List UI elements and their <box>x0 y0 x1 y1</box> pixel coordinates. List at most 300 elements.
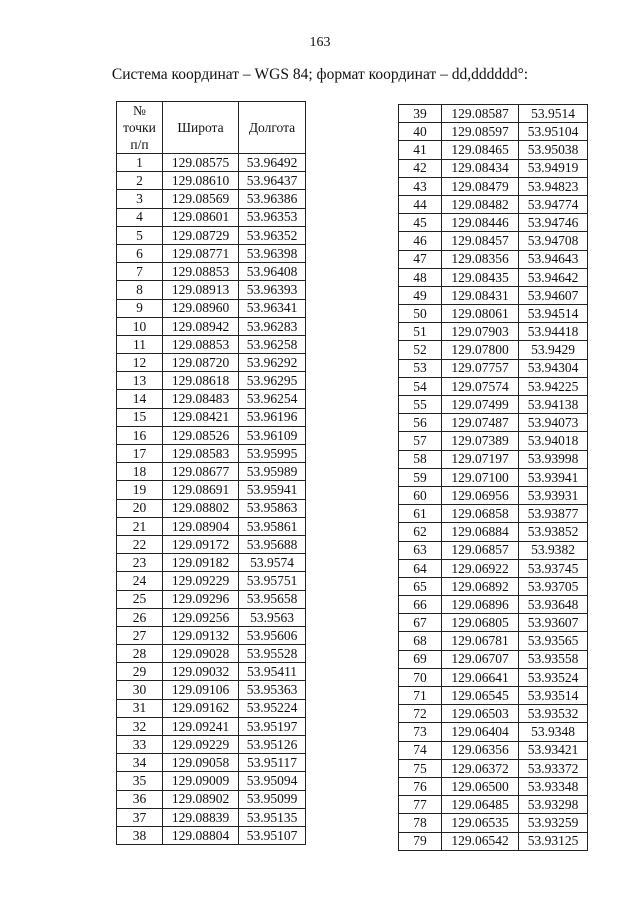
longitude-cell: 53.95941 <box>239 481 306 499</box>
table-row <box>117 645 306 663</box>
table-row <box>399 796 588 814</box>
table-row <box>399 341 588 359</box>
table-row <box>117 535 306 553</box>
table-row <box>117 608 306 626</box>
longitude-cell: 53.96492 <box>239 154 306 172</box>
point-number-cell: 77 <box>399 796 442 814</box>
latitude-cell: 129.08587 <box>442 105 519 123</box>
latitude-cell: 129.09182 <box>163 554 239 572</box>
longitude-cell: 53.96292 <box>239 354 306 372</box>
latitude-cell: 129.08610 <box>163 172 239 190</box>
latitude-cell: 129.07574 <box>442 377 519 395</box>
point-number-cell: 20 <box>117 499 163 517</box>
latitude-cell: 129.07800 <box>442 341 519 359</box>
table-row <box>399 523 588 541</box>
point-number-cell: 3 <box>117 190 163 208</box>
latitude-cell: 129.09172 <box>163 535 239 553</box>
longitude-cell: 53.94514 <box>519 305 588 323</box>
longitude-cell: 53.93125 <box>519 832 588 850</box>
table-row <box>399 450 588 468</box>
point-number-cell: 29 <box>117 663 163 681</box>
longitude-cell: 53.93998 <box>519 450 588 468</box>
longitude-cell: 53.96196 <box>239 408 306 426</box>
point-number-cell: 55 <box>399 396 442 414</box>
latitude-cell: 129.08902 <box>163 790 239 808</box>
latitude-cell: 129.09162 <box>163 699 239 717</box>
point-number-cell: 23 <box>117 554 163 572</box>
longitude-cell: 53.96295 <box>239 372 306 390</box>
longitude-cell: 53.9429 <box>519 341 588 359</box>
point-number-cell: 31 <box>117 699 163 717</box>
point-number-cell: 14 <box>117 390 163 408</box>
table-row <box>117 554 306 572</box>
table-row <box>399 577 588 595</box>
point-number-cell: 64 <box>399 559 442 577</box>
table-row <box>117 754 306 772</box>
longitude-cell: 53.96109 <box>239 426 306 444</box>
latitude-cell: 129.06805 <box>442 614 519 632</box>
point-number-cell: 49 <box>399 286 442 304</box>
longitude-cell: 53.94746 <box>519 214 588 232</box>
longitude-cell: 53.94708 <box>519 232 588 250</box>
latitude-cell: 129.07903 <box>442 323 519 341</box>
point-number-cell: 76 <box>399 777 442 795</box>
longitude-cell: 53.96408 <box>239 263 306 281</box>
latitude-cell: 129.06858 <box>442 505 519 523</box>
coordinate-system-caption: Система координат – WGS 84; формат координат – dd,dddddd°: <box>111 66 529 83</box>
point-number-cell: 78 <box>399 814 442 832</box>
longitude-cell: 53.93524 <box>519 668 588 686</box>
latitude-cell: 129.09009 <box>163 772 239 790</box>
point-number-cell: 54 <box>399 377 442 395</box>
point-number-cell: 60 <box>399 486 442 504</box>
longitude-cell: 53.93558 <box>519 650 588 668</box>
latitude-cell: 129.08720 <box>163 354 239 372</box>
longitude-cell: 53.95751 <box>239 572 306 590</box>
latitude-cell: 129.09256 <box>163 608 239 626</box>
point-number-cell: 2 <box>117 172 163 190</box>
longitude-cell: 53.94018 <box>519 432 588 450</box>
latitude-cell: 129.08435 <box>442 268 519 286</box>
latitude-cell: 129.06535 <box>442 814 519 832</box>
longitude-cell: 53.93372 <box>519 759 588 777</box>
point-number-cell: 48 <box>399 268 442 286</box>
point-number-cell: 62 <box>399 523 442 541</box>
point-number-cell: 19 <box>117 481 163 499</box>
latitude-cell: 129.08601 <box>163 208 239 226</box>
table-row <box>399 232 588 250</box>
latitude-cell: 129.08479 <box>442 177 519 195</box>
latitude-cell: 129.07487 <box>442 414 519 432</box>
point-number-cell: 32 <box>117 717 163 735</box>
longitude-cell: 53.93877 <box>519 505 588 523</box>
latitude-cell: 129.08483 <box>163 390 239 408</box>
table-row <box>399 614 588 632</box>
table-row <box>117 226 306 244</box>
table-row <box>399 377 588 395</box>
table-row <box>117 244 306 262</box>
longitude-cell: 53.94304 <box>519 359 588 377</box>
point-number-cell: 21 <box>117 517 163 535</box>
longitude-cell: 53.94919 <box>519 159 588 177</box>
table-row <box>117 281 306 299</box>
point-number-cell: 27 <box>117 626 163 644</box>
point-number-cell: 17 <box>117 445 163 463</box>
latitude-cell: 129.06707 <box>442 650 519 668</box>
latitude-cell: 129.09296 <box>163 590 239 608</box>
table-row <box>117 445 306 463</box>
point-number-cell: 33 <box>117 736 163 754</box>
point-number-cell: 71 <box>399 687 442 705</box>
point-number-cell: 13 <box>117 372 163 390</box>
point-number-cell: 57 <box>399 432 442 450</box>
table-row <box>117 499 306 517</box>
table-row <box>117 426 306 444</box>
point-number-cell: 30 <box>117 681 163 699</box>
longitude-cell: 53.93298 <box>519 796 588 814</box>
latitude-cell: 129.08575 <box>163 154 239 172</box>
point-number-cell: 59 <box>399 468 442 486</box>
latitude-cell: 129.08839 <box>163 808 239 826</box>
point-number-cell: 40 <box>399 123 442 141</box>
table-row <box>117 172 306 190</box>
latitude-cell: 129.06404 <box>442 723 519 741</box>
table-row <box>117 717 306 735</box>
latitude-cell: 129.08904 <box>163 517 239 535</box>
point-number-cell: 1 <box>117 154 163 172</box>
table-row <box>117 790 306 808</box>
longitude-cell: 53.95099 <box>239 790 306 808</box>
point-number-cell: 37 <box>117 808 163 826</box>
point-number-cell: 7 <box>117 263 163 281</box>
latitude-cell: 129.08853 <box>163 263 239 281</box>
header-latitude: Широта <box>163 102 239 154</box>
table-row <box>399 214 588 232</box>
point-number-cell: 67 <box>399 614 442 632</box>
table-row <box>399 705 588 723</box>
table-row <box>117 408 306 426</box>
table-row <box>399 159 588 177</box>
table-row <box>117 699 306 717</box>
table-row <box>399 759 588 777</box>
longitude-cell: 53.95863 <box>239 499 306 517</box>
longitude-cell: 53.94225 <box>519 377 588 395</box>
point-number-cell: 22 <box>117 535 163 553</box>
latitude-cell: 129.08446 <box>442 214 519 232</box>
latitude-cell: 129.08457 <box>442 232 519 250</box>
page-number: 163 <box>309 35 331 50</box>
table-row <box>117 517 306 535</box>
longitude-cell: 53.95411 <box>239 663 306 681</box>
point-number-cell: 75 <box>399 759 442 777</box>
longitude-cell: 53.94418 <box>519 323 588 341</box>
longitude-cell: 53.96283 <box>239 317 306 335</box>
latitude-cell: 129.06922 <box>442 559 519 577</box>
longitude-cell: 53.95989 <box>239 463 306 481</box>
table-row <box>117 481 306 499</box>
latitude-cell: 129.06781 <box>442 632 519 650</box>
latitude-cell: 129.09241 <box>163 717 239 735</box>
table-row <box>399 359 588 377</box>
longitude-cell: 53.95197 <box>239 717 306 735</box>
point-number-cell: 52 <box>399 341 442 359</box>
header-longitude: Долгота <box>239 102 306 154</box>
point-number-cell: 61 <box>399 505 442 523</box>
table-row <box>399 323 588 341</box>
table-row <box>399 723 588 741</box>
latitude-cell: 129.07389 <box>442 432 519 450</box>
latitude-cell: 129.07499 <box>442 396 519 414</box>
longitude-cell: 53.95224 <box>239 699 306 717</box>
table-row <box>399 777 588 795</box>
longitude-cell: 53.94643 <box>519 250 588 268</box>
point-number-cell: 15 <box>117 408 163 426</box>
latitude-cell: 129.08942 <box>163 317 239 335</box>
header-point-number <box>117 102 163 154</box>
table-row <box>399 486 588 504</box>
longitude-cell: 53.95126 <box>239 736 306 754</box>
table-row <box>117 299 306 317</box>
table-body-left <box>117 154 306 845</box>
table-row <box>117 208 306 226</box>
table-row <box>399 668 588 686</box>
point-number-cell: 6 <box>117 244 163 262</box>
longitude-cell: 53.93648 <box>519 596 588 614</box>
point-number-cell: 10 <box>117 317 163 335</box>
longitude-cell: 53.93421 <box>519 741 588 759</box>
point-number-cell: 35 <box>117 772 163 790</box>
latitude-cell: 129.08618 <box>163 372 239 390</box>
latitude-cell: 129.08691 <box>163 481 239 499</box>
longitude-cell: 53.94823 <box>519 177 588 195</box>
point-number-cell: 63 <box>399 541 442 559</box>
coordinates-table-right <box>398 104 588 851</box>
longitude-cell: 53.95107 <box>239 826 306 844</box>
latitude-cell: 129.08431 <box>442 286 519 304</box>
longitude-cell: 53.94774 <box>519 195 588 213</box>
point-number-cell: 70 <box>399 668 442 686</box>
coordinates-table-left <box>116 101 306 845</box>
latitude-cell: 129.07100 <box>442 468 519 486</box>
latitude-cell: 129.06500 <box>442 777 519 795</box>
point-number-cell: 65 <box>399 577 442 595</box>
point-number-cell: 72 <box>399 705 442 723</box>
longitude-cell: 53.94607 <box>519 286 588 304</box>
latitude-cell: 129.06641 <box>442 668 519 686</box>
latitude-cell: 129.06356 <box>442 741 519 759</box>
latitude-cell: 129.09229 <box>163 572 239 590</box>
latitude-cell: 129.08526 <box>163 426 239 444</box>
longitude-cell: 53.95606 <box>239 626 306 644</box>
longitude-cell: 53.95688 <box>239 535 306 553</box>
table-row <box>399 596 588 614</box>
point-number-cell: 34 <box>117 754 163 772</box>
table-row <box>117 736 306 754</box>
longitude-cell: 53.94073 <box>519 414 588 432</box>
latitude-cell: 129.08729 <box>163 226 239 244</box>
table-row <box>399 687 588 705</box>
longitude-cell: 53.95861 <box>239 517 306 535</box>
table-row <box>399 250 588 268</box>
table-row <box>399 559 588 577</box>
point-number-cell: 43 <box>399 177 442 195</box>
point-number-cell: 74 <box>399 741 442 759</box>
longitude-cell: 53.95363 <box>239 681 306 699</box>
longitude-cell: 53.93514 <box>519 687 588 705</box>
latitude-cell: 129.08597 <box>442 123 519 141</box>
point-number-cell: 47 <box>399 250 442 268</box>
latitude-cell: 129.06503 <box>442 705 519 723</box>
table-row <box>117 372 306 390</box>
longitude-cell: 53.95094 <box>239 772 306 790</box>
longitude-cell: 53.9348 <box>519 723 588 741</box>
longitude-cell: 53.93607 <box>519 614 588 632</box>
longitude-cell: 53.9563 <box>239 608 306 626</box>
longitude-cell: 53.95135 <box>239 808 306 826</box>
table-row <box>117 681 306 699</box>
table-row <box>399 286 588 304</box>
latitude-cell: 129.09106 <box>163 681 239 699</box>
longitude-cell: 53.93931 <box>519 486 588 504</box>
point-number-cell: 4 <box>117 208 163 226</box>
table-row <box>399 468 588 486</box>
point-number-cell: 44 <box>399 195 442 213</box>
table-row <box>117 154 306 172</box>
table-row <box>117 772 306 790</box>
latitude-cell: 129.08677 <box>163 463 239 481</box>
point-number-cell: 26 <box>117 608 163 626</box>
table-row <box>399 650 588 668</box>
latitude-cell: 129.08482 <box>442 195 519 213</box>
latitude-cell: 129.08583 <box>163 445 239 463</box>
table-row <box>117 572 306 590</box>
latitude-cell: 129.06884 <box>442 523 519 541</box>
table-row <box>117 808 306 826</box>
longitude-cell: 53.95528 <box>239 645 306 663</box>
table-row <box>399 396 588 414</box>
longitude-cell: 53.94642 <box>519 268 588 286</box>
latitude-cell: 129.07197 <box>442 450 519 468</box>
longitude-cell: 53.93565 <box>519 632 588 650</box>
point-number-cell: 41 <box>399 141 442 159</box>
point-number-cell: 36 <box>117 790 163 808</box>
latitude-cell: 129.08771 <box>163 244 239 262</box>
latitude-cell: 129.09229 <box>163 736 239 754</box>
point-number-cell: 25 <box>117 590 163 608</box>
table-row <box>399 123 588 141</box>
point-number-cell: 58 <box>399 450 442 468</box>
table-row <box>399 741 588 759</box>
latitude-cell: 129.08960 <box>163 299 239 317</box>
table-row <box>399 268 588 286</box>
longitude-cell: 53.94138 <box>519 396 588 414</box>
header-point-number-line3: п/п <box>130 137 149 152</box>
point-number-cell: 45 <box>399 214 442 232</box>
longitude-cell: 53.9382 <box>519 541 588 559</box>
table-row <box>117 390 306 408</box>
point-number-cell: 50 <box>399 305 442 323</box>
latitude-cell: 129.06542 <box>442 832 519 850</box>
longitude-cell: 53.96386 <box>239 190 306 208</box>
longitude-cell: 53.96437 <box>239 172 306 190</box>
longitude-cell: 53.95995 <box>239 445 306 463</box>
table-header-row <box>117 102 306 154</box>
table-row <box>117 263 306 281</box>
table-row <box>399 141 588 159</box>
longitude-cell: 53.93348 <box>519 777 588 795</box>
point-number-cell: 66 <box>399 596 442 614</box>
table-row <box>117 317 306 335</box>
table-row <box>117 190 306 208</box>
table-row <box>399 177 588 195</box>
point-number-cell: 8 <box>117 281 163 299</box>
table-row <box>399 505 588 523</box>
longitude-cell: 53.95117 <box>239 754 306 772</box>
table-row <box>399 832 588 850</box>
table-row <box>399 432 588 450</box>
longitude-cell: 53.95104 <box>519 123 588 141</box>
table-row <box>399 541 588 559</box>
longitude-cell: 53.96254 <box>239 390 306 408</box>
point-number-cell: 24 <box>117 572 163 590</box>
table-row <box>117 335 306 353</box>
header-point-number-line1: № <box>133 103 146 118</box>
point-number-cell: 38 <box>117 826 163 844</box>
table-row <box>399 414 588 432</box>
latitude-cell: 129.06545 <box>442 687 519 705</box>
latitude-cell: 129.07757 <box>442 359 519 377</box>
point-number-cell: 18 <box>117 463 163 481</box>
latitude-cell: 129.09028 <box>163 645 239 663</box>
latitude-cell: 129.08853 <box>163 335 239 353</box>
table-row <box>399 632 588 650</box>
longitude-cell: 53.93705 <box>519 577 588 595</box>
latitude-cell: 129.08913 <box>163 281 239 299</box>
table-row <box>399 195 588 213</box>
latitude-cell: 129.08421 <box>163 408 239 426</box>
latitude-cell: 129.06892 <box>442 577 519 595</box>
longitude-cell: 53.93259 <box>519 814 588 832</box>
point-number-cell: 79 <box>399 832 442 850</box>
point-number-cell: 73 <box>399 723 442 741</box>
latitude-cell: 129.08434 <box>442 159 519 177</box>
longitude-cell: 53.93532 <box>519 705 588 723</box>
point-number-cell: 16 <box>117 426 163 444</box>
latitude-cell: 129.08465 <box>442 141 519 159</box>
table-row <box>117 663 306 681</box>
longitude-cell: 53.96353 <box>239 208 306 226</box>
table-row <box>399 305 588 323</box>
point-number-cell: 53 <box>399 359 442 377</box>
longitude-cell: 53.9574 <box>239 554 306 572</box>
point-number-cell: 5 <box>117 226 163 244</box>
latitude-cell: 129.09132 <box>163 626 239 644</box>
point-number-cell: 56 <box>399 414 442 432</box>
table-row <box>117 354 306 372</box>
longitude-cell: 53.96258 <box>239 335 306 353</box>
latitude-cell: 129.06857 <box>442 541 519 559</box>
longitude-cell: 53.9514 <box>519 105 588 123</box>
point-number-cell: 46 <box>399 232 442 250</box>
latitude-cell: 129.06896 <box>442 596 519 614</box>
table-row <box>117 463 306 481</box>
longitude-cell: 53.93941 <box>519 468 588 486</box>
latitude-cell: 129.08569 <box>163 190 239 208</box>
table-row <box>117 626 306 644</box>
latitude-cell: 129.06372 <box>442 759 519 777</box>
table-body-right <box>399 105 588 851</box>
table-row <box>117 590 306 608</box>
